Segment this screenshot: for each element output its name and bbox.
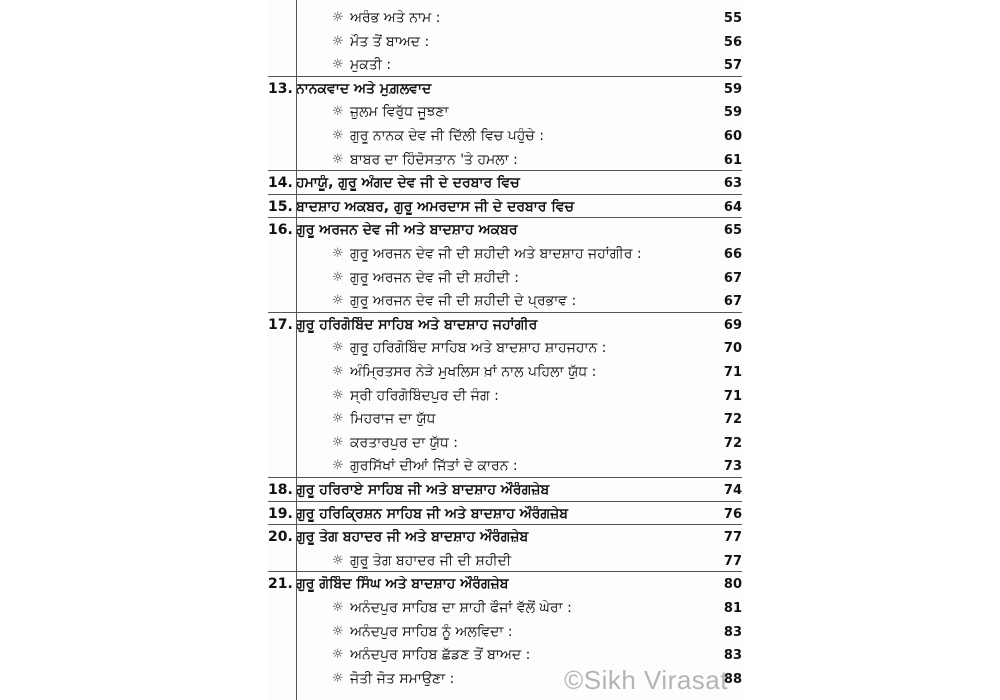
chapter-number: 17. <box>268 316 293 333</box>
entry-title: ਗੁਰੂ ਤੇਗ ਬਹਾਦਰ ਜੀ ਅਤੇ ਬਾਦਸ਼ਾਹ ਔਰੰਗਜ਼ੇਬ <box>296 529 529 546</box>
toc-subentry-row <box>268 641 742 663</box>
entry-title: ਬਾਬਰ ਦਾ ਹਿੰਦੋਸਤਾਨ 'ਤੇ ਹਮਲਾ : <box>350 151 518 168</box>
chapter-number: 13. <box>268 80 293 97</box>
page-number: 64 <box>723 199 742 215</box>
entry-title: ਗੁਰੂ ਹਰਿਗੋਬਿੰਦ ਸਾਹਿਬ ਅਤੇ ਬਾਦਸ਼ਾਹ ਸ਼ਾਹਜਹਾਨ : <box>350 340 607 357</box>
entry-title-wrap <box>296 529 682 545</box>
chapter-number: 21. <box>268 576 293 593</box>
sun-bullet-icon: ☼ <box>332 623 344 639</box>
entry-title: ਮੁਕਤੀ : <box>350 57 392 74</box>
chapter-number: 15. <box>268 198 293 215</box>
page-number: 55 <box>723 11 742 26</box>
page-number: 83 <box>723 624 742 640</box>
divider <box>268 312 742 313</box>
watermark: ©Sikh Virasat <box>564 665 728 695</box>
entry-title-wrap <box>296 624 682 640</box>
toc-subentry-row <box>268 429 742 451</box>
entry-title: ਅਨੰਦਪੁਰ ਸਾਹਿਬ ਦਾ ਸ਼ਾਹੀ ਫੌਜਾਂ ਵੱਲੋਂ ਘੇਰਾ : <box>350 600 572 616</box>
sun-bullet-icon: ☼ <box>332 151 344 167</box>
sun-bullet-icon: ☼ <box>332 246 344 261</box>
toc-subentry-row <box>268 98 742 120</box>
page-number: 71 <box>723 365 742 380</box>
entry-title: ਮਿਹਰਾਜ ਦਾ ਯੁੱਧ <box>350 411 436 428</box>
page-number: 60 <box>723 129 742 144</box>
sun-bullet-icon: ☼ <box>332 10 344 25</box>
entry-title: ਕਰਤਾਰਪੁਰ ਦਾ ਯੁੱਧ : <box>350 434 459 451</box>
entry-title-wrap <box>296 246 682 262</box>
book-page <box>268 0 742 700</box>
toc-subentry-row <box>268 51 742 73</box>
sun-bullet-icon: ☼ <box>332 458 344 474</box>
sun-bullet-icon: ☼ <box>332 670 344 686</box>
page-number: 88 <box>723 671 742 687</box>
entry-title-wrap <box>296 152 682 168</box>
chapter-number: 18. <box>268 482 293 498</box>
chapter-number: 20. <box>268 529 293 546</box>
page-number: 56 <box>723 34 742 50</box>
entry-title-wrap <box>296 57 682 73</box>
chapter-number: 16. <box>268 222 293 239</box>
toc-chapter-row <box>268 523 742 545</box>
toc-subentry-row <box>268 264 742 286</box>
toc-subentry-row <box>268 594 742 616</box>
toc-chapter-row <box>268 500 742 522</box>
toc-chapter-row <box>268 311 742 333</box>
entry-title: ਅਨੰਦਪੁਰ ਸਾਹਿਬ ਨੂੰ ਅਲਵਿਦਾ : <box>350 623 513 640</box>
page-number: 61 <box>723 152 742 168</box>
toc-subentry-row <box>268 287 742 309</box>
entry-title-wrap <box>296 482 682 498</box>
divider <box>268 501 742 502</box>
entry-title-wrap <box>296 340 682 356</box>
toc-chapter-row <box>268 75 742 97</box>
chapter-number: 19. <box>268 505 293 522</box>
entry-title: ਹਮਾਯੂੰ, ਗੁਰੂ ਅੰਗਦ ਦੇਵ ਜੀ ਦੇ ਦਰਬਾਰ ਵਿਚ <box>296 175 520 192</box>
page-number: 69 <box>723 317 742 333</box>
toc-subentry-row <box>268 618 742 640</box>
entry-title-wrap <box>296 104 682 120</box>
page-number: 71 <box>723 388 742 404</box>
entry-title: ਗੁਰੂ ਨਾਨਕ ਦੇਵ ਜੀ ਦਿੱਲੀ ਵਿਚ ਪਹੁੰਚੇ : <box>350 128 544 144</box>
page-number: 72 <box>723 412 742 428</box>
entry-title-wrap <box>296 222 682 238</box>
toc-chapter-row <box>268 476 742 498</box>
entry-title: ਗੁਰੂ ਹਰਿਰਾਏ ਸਾਹਿਬ ਜੀ ਅਤੇ ਬਾਦਸ਼ਾਹ ਔਰੰਗਜ਼ੇਬ <box>296 482 550 498</box>
entry-title-wrap <box>296 10 682 26</box>
page-number: 59 <box>723 81 742 97</box>
sun-bullet-icon: ☼ <box>332 128 344 143</box>
sun-bullet-icon: ☼ <box>332 269 344 285</box>
entry-title-wrap <box>296 576 682 592</box>
entry-title: ਗੁਰੂ ਤੇਗ ਬਹਾਦਰ ਜੀ ਦੀ ਸ਼ਹੀਦੀ <box>350 552 512 569</box>
entry-title: ਨਾਨਕਵਾਦ ਅਤੇ ਮੁਗ਼ਲਵਾਦ <box>296 80 432 97</box>
toc-subentry-row <box>268 547 742 569</box>
entry-title-wrap <box>296 553 682 569</box>
sun-bullet-icon: ☼ <box>332 434 344 450</box>
page-number: 73 <box>723 459 742 475</box>
entry-title: ਗੁਰੂ ਗੋਬਿੰਦ ਸਿੰਘ ਅਤੇ ਬਾਦਸ਼ਾਹ ਔਰੰਗਜ਼ੇਬ <box>296 576 509 593</box>
page-number: 67 <box>723 294 742 310</box>
entry-title-wrap <box>296 388 682 404</box>
entry-title: ਜ਼ੁਲਮ ਵਿਰੁੱਧ ਜੂਝਣਾ <box>350 104 449 121</box>
page-number: 70 <box>723 341 742 357</box>
entry-title-wrap <box>296 317 682 333</box>
entry-title: ਗੁਰੂ ਹਰਿਕ੍ਰਿਸ਼ਨ ਸਾਹਿਬ ਜੀ ਅਤੇ ਬਾਦਸ਼ਾਹ ਔਰੰਗਜ਼ੇਬ <box>296 505 569 522</box>
page-number: 77 <box>723 530 742 546</box>
sun-bullet-icon: ☼ <box>332 411 344 427</box>
entry-title-wrap <box>296 364 682 380</box>
sun-bullet-icon: ☼ <box>332 600 344 615</box>
divider <box>268 194 742 195</box>
page-number: 57 <box>723 58 742 74</box>
page-number: 59 <box>723 105 742 121</box>
toc-subentry-row <box>268 382 742 404</box>
entry-title-wrap <box>296 647 682 663</box>
toc-subentry-row <box>268 28 742 50</box>
toc-subentry-row <box>268 240 742 262</box>
page-number: 63 <box>723 176 742 192</box>
entry-title: ਗੁਰੂ ਅਰਜਨ ਦੇਵ ਜੀ ਦੀ ਸ਼ਹੀਦੀ : <box>350 269 519 286</box>
sun-bullet-icon: ☼ <box>332 364 344 379</box>
toc-subentry-row <box>268 4 742 26</box>
entry-title-wrap <box>296 411 682 427</box>
page-number: 76 <box>723 506 742 522</box>
entry-title: ਸ੍ਰੀ ਹਰਿਗੋਬਿੰਦਪੁਰ ਦੀ ਜੰਗ : <box>350 387 499 404</box>
page-number: 81 <box>723 601 742 616</box>
entry-title: ਅਨੰਦਪੁਰ ਸਾਹਿਬ ਛੱਡਣ ਤੋਂ ਬਾਅਦ : <box>350 647 531 664</box>
divider <box>268 571 742 572</box>
entry-title-wrap <box>296 199 682 215</box>
chapter-number: 14. <box>268 175 293 192</box>
page-number: 83 <box>723 648 742 664</box>
entry-title: ਗੁਰਸਿੱਖਾਂ ਦੀਆਂ ਜਿੱਤਾਂ ਦੇ ਕਾਰਨ : <box>350 458 518 475</box>
sun-bullet-icon: ☼ <box>332 340 344 356</box>
page-number: 72 <box>723 435 742 451</box>
toc-subentry-row <box>268 122 742 144</box>
toc-chapter-row <box>268 169 742 191</box>
sun-bullet-icon: ☼ <box>332 647 344 663</box>
divider <box>268 170 742 171</box>
entry-title: ਗੁਰੂ ਅਰਜਨ ਦੇਵ ਜੀ ਅਤੇ ਬਾਦਸ਼ਾਹ ਅਕਬਰ <box>296 222 518 239</box>
toc-chapter-row <box>268 570 742 592</box>
toc-subentry-row <box>268 334 742 356</box>
entry-title-wrap <box>296 600 682 616</box>
entry-title-wrap <box>296 175 682 191</box>
entry-title-wrap <box>296 128 682 144</box>
entry-title-wrap <box>296 435 682 451</box>
vertical-rule <box>296 0 297 700</box>
entry-title-wrap <box>296 458 682 474</box>
sun-bullet-icon: ☼ <box>332 104 344 120</box>
entry-title: ਅਰੰਭ ਅਤੇ ਨਾਮ : <box>350 10 441 26</box>
page-number: 67 <box>723 270 742 286</box>
page-number: 74 <box>723 483 742 498</box>
toc-subentry-row <box>268 452 742 474</box>
page-number: 77 <box>723 553 742 569</box>
sun-bullet-icon: ☼ <box>332 387 344 403</box>
sun-bullet-icon: ☼ <box>332 57 344 73</box>
entry-title-wrap <box>296 293 682 309</box>
toc-subentry-row <box>268 358 742 380</box>
entry-title: ਗੁਰੂ ਅਰਜਨ ਦੇਵ ਜੀ ਦੀ ਸ਼ਹੀਦੀ ਅਤੇ ਬਾਦਸ਼ਾਹ ਜਹਾਂਗੀਰ : <box>350 246 642 262</box>
toc-chapter-row <box>268 193 742 215</box>
entry-title: ਅੰਮ੍ਰਿਤਸਰ ਨੇੜੇ ਮੁਖਲਿਸ ਖ਼ਾਂ ਨਾਲ ਪਹਿਲਾ ਯੁੱਧ : <box>350 364 597 380</box>
toc-subentry-row <box>268 405 742 427</box>
toc-subentry-row <box>268 146 742 168</box>
divider <box>268 76 742 77</box>
entry-title: ਬਾਦਸ਼ਾਹ ਅਕਬਰ, ਗੁਰੂ ਅਮਰਦਾਸ ਜੀ ਦੇ ਦਰਬਾਰ ਵਿਚ <box>296 198 575 215</box>
entry-title-wrap <box>296 34 682 50</box>
entry-title: ਜੋਤੀ ਜੋਤ ਸਮਾਉਣਾ : <box>350 670 455 687</box>
sun-bullet-icon: ☼ <box>332 552 344 568</box>
page-number: 66 <box>723 247 742 262</box>
entry-title: ਗੁਰੂ ਹਰਿਗੋਬਿੰਦ ਸਾਹਿਬ ਅਤੇ ਬਾਦਸ਼ਾਹ ਜਹਾਂਗੀਰ <box>296 316 538 333</box>
divider <box>268 477 742 478</box>
page-number: 80 <box>723 577 742 593</box>
entry-title: ਗੁਰੂ ਅਰਜਨ ਦੇਵ ਜੀ ਦੀ ਸ਼ਹੀਦੀ ਦੇ ਪ੍ਰਭਾਵ : <box>350 293 577 310</box>
sun-bullet-icon: ☼ <box>332 33 344 49</box>
entry-title-wrap <box>296 81 682 97</box>
entry-title: ਮੌਤ ਤੋਂ ਬਾਅਦ : <box>350 33 430 50</box>
divider <box>268 524 742 525</box>
page-number: 65 <box>723 223 742 239</box>
divider <box>268 217 742 218</box>
sun-bullet-icon: ☼ <box>332 293 344 309</box>
toc-chapter-row <box>268 216 742 238</box>
entry-title-wrap <box>296 506 682 522</box>
entry-title-wrap <box>296 270 682 286</box>
